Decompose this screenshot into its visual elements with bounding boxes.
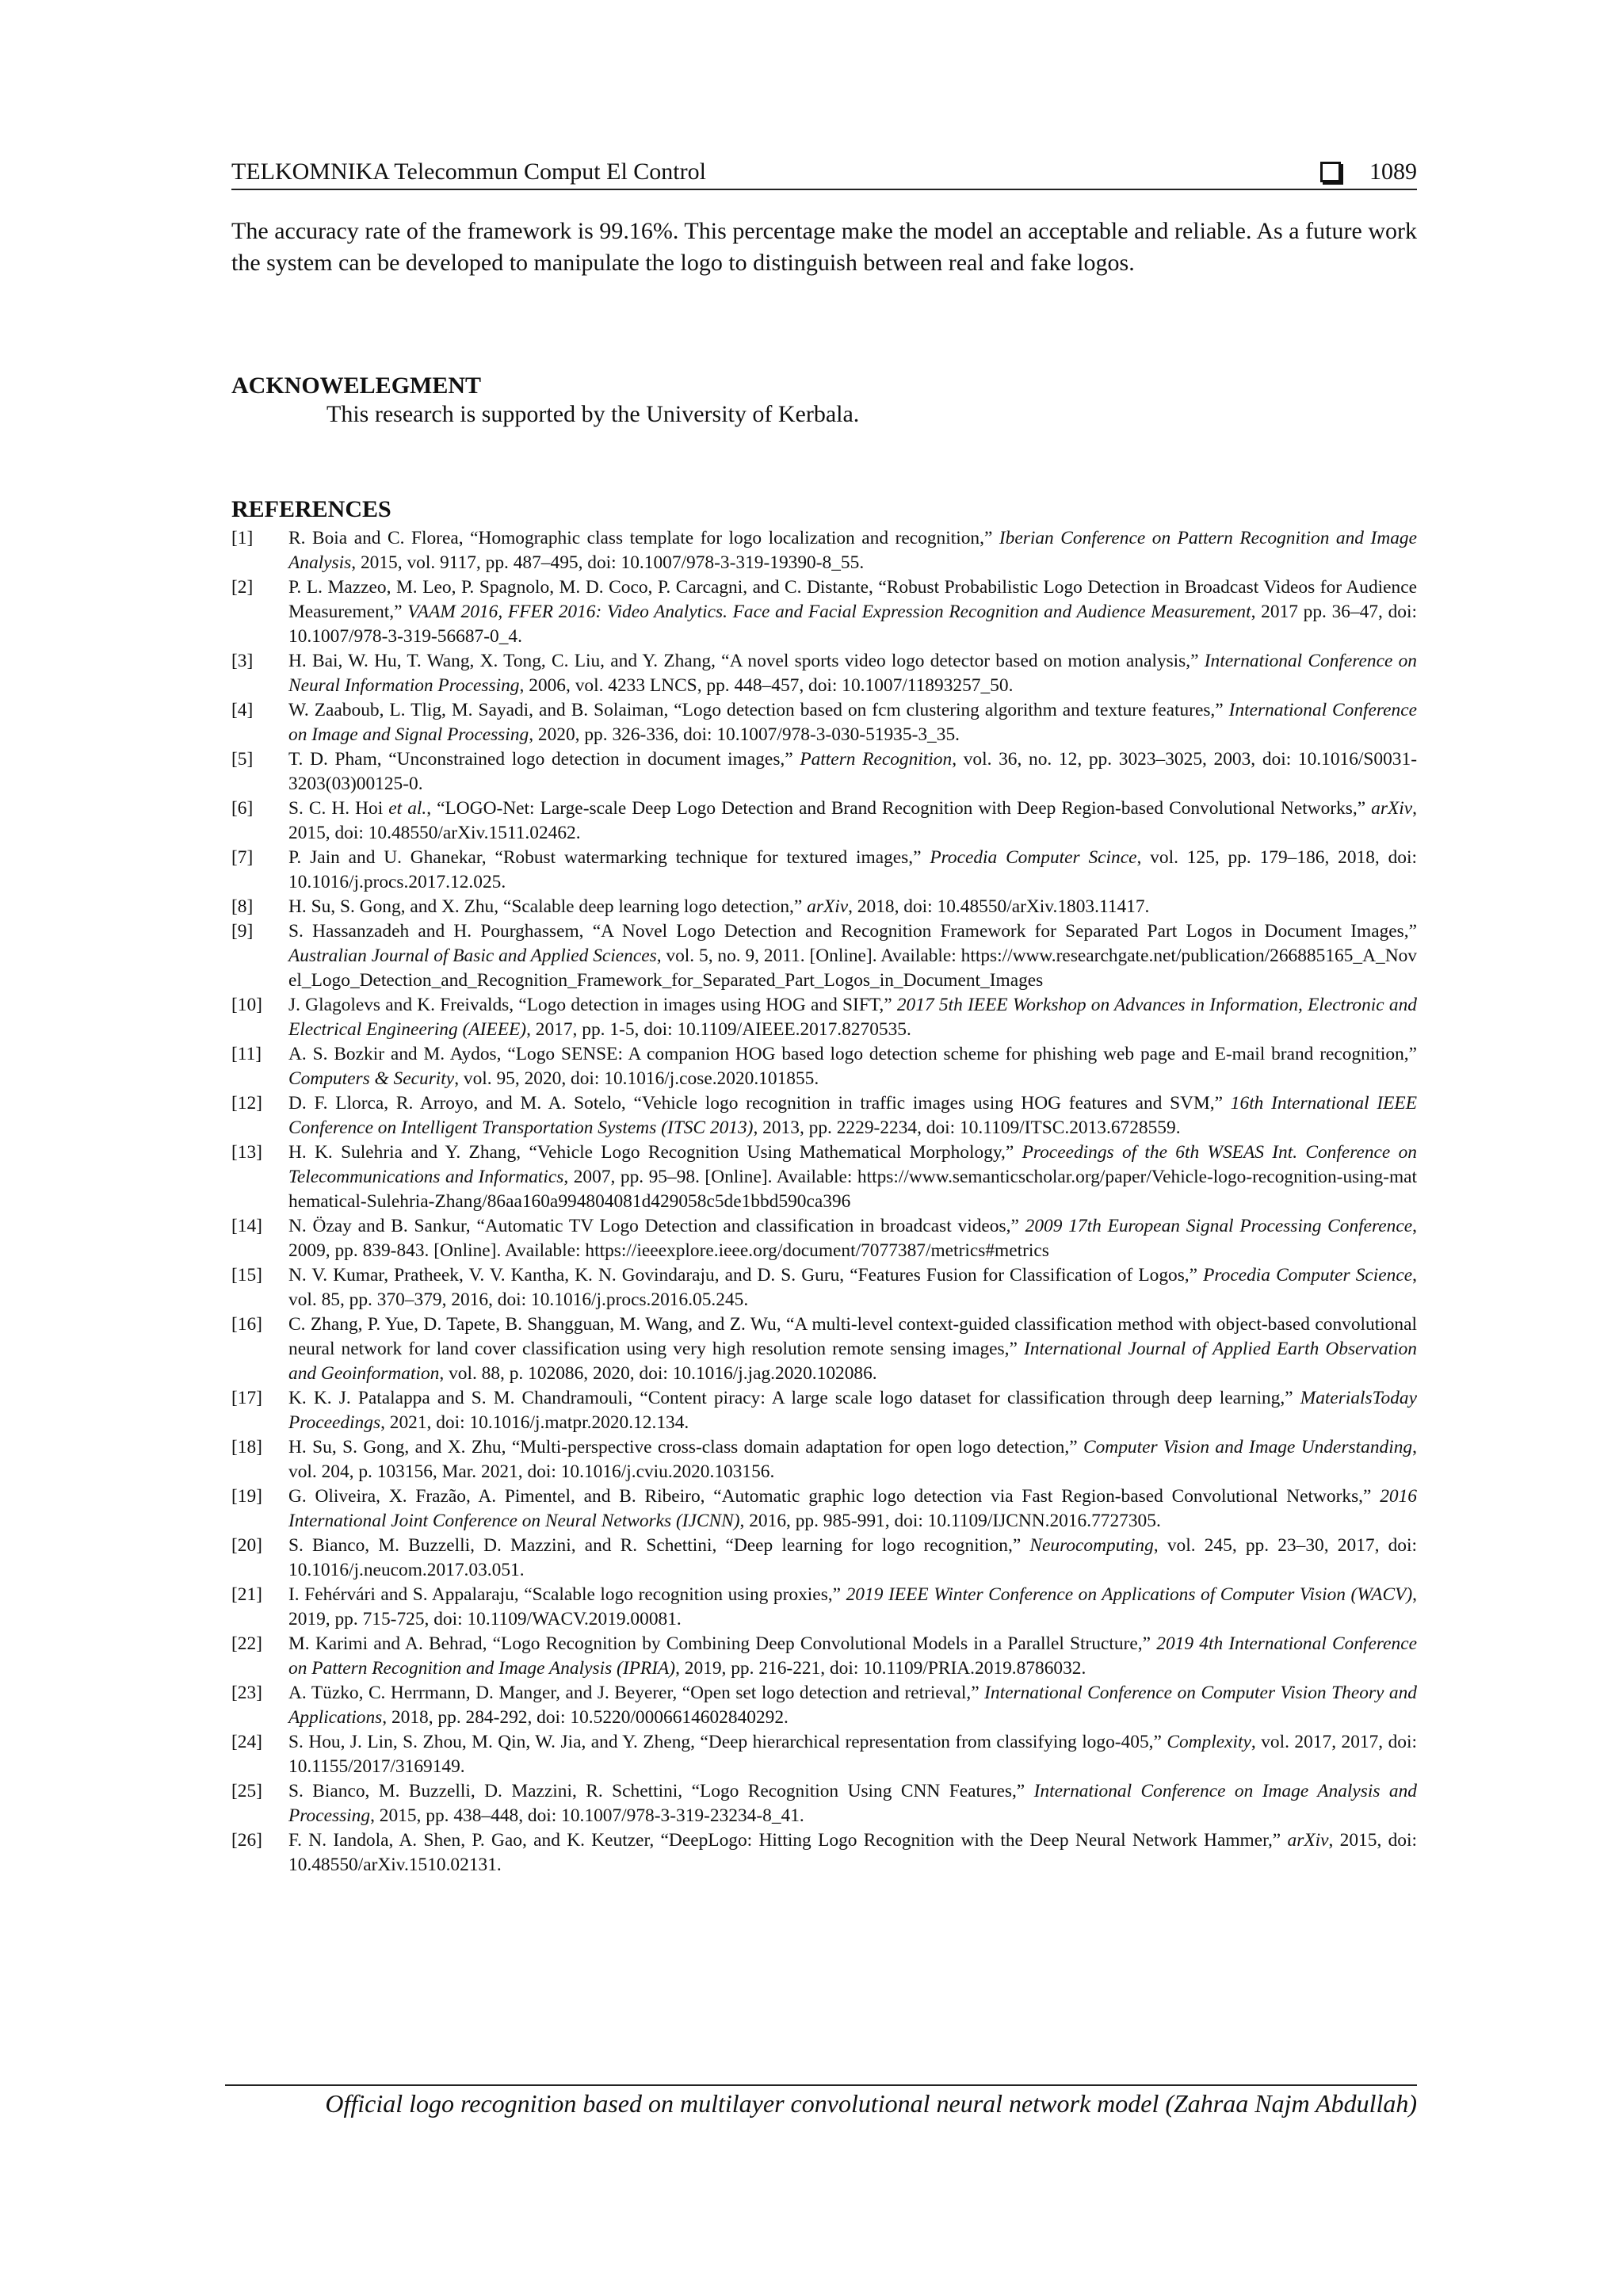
reference-item — [231, 846, 1417, 895]
reference-number: [16] — [231, 1314, 262, 1335]
reference-number: [2] — [231, 577, 254, 598]
reference-venue: Computers & Security — [288, 1068, 455, 1089]
reference-number: [25] — [231, 1781, 262, 1801]
reference-text: M. Karimi and A. Behrad, “Logo Recognition by Combining Deep Convolutional Models in a Parallel Structure,” — [288, 1633, 1157, 1654]
reference-number: [21] — [231, 1584, 262, 1605]
reference-text: , vol. 245, pp. 23–30, 2017, doi: 10.1016/j.neucom.2017.03.051. — [288, 1535, 1417, 1580]
footer-rule — [225, 2084, 1417, 2086]
reference-text: , vol. 2017, 2017, doi: 10.1155/2017/3169149. — [288, 1732, 1417, 1777]
reference-venue: 2017 5th IEEE Workshop on Advances in Information, Electronic and Electrical Engineering (AIEEE) — [288, 995, 1417, 1040]
acknowledgment-text: This research is supported by the University of Kerbala. — [327, 401, 860, 427]
reference-text: , 2013, pp. 2229-2234, doi: 10.1109/ITSC.2013.6728559. — [753, 1117, 1181, 1138]
reference-number: [5] — [231, 749, 254, 770]
reference-text: F. N. Iandola, A. Shen, P. Gao, and K. Keutzer, “DeepLogo: Hitting Logo Recognition with the Deep Neural Network Hammer,” — [288, 1830, 1288, 1851]
reference-url: https://www.researchgate.net/publication/266885165_A_Novel_Logo_Detection_and_Recognition_Framework_for_Separated_Part_Logos_in_Document_Images — [288, 946, 1417, 991]
reference-item — [231, 1779, 1417, 1828]
reference-text: , vol. 36, no. 12, pp. 3023–3025, 2003, doi: 10.1016/S0031-3203(03)00125-0. — [288, 749, 1417, 794]
reference-venue: Procedia Computer Science — [1203, 1265, 1413, 1286]
reference-venue: Australian Journal of Basic and Applied Sciences — [288, 946, 657, 966]
reference-text: S. Hassanzadeh and H. Pourghassem, “A Novel Logo Detection and Recognition Framework for Separated Part Logos in Document Images,” — [288, 921, 1417, 942]
reference-text: , vol. 204, p. 103156, Mar. 2021, doi: 10.1016/j.cviu.2020.103156. — [288, 1437, 1417, 1482]
reference-text: , vol. 88, p. 102086, 2020, doi: 10.1016/j.jag.2020.102086. — [439, 1363, 877, 1384]
reference-text: , 2019, pp. 216-221, doi: 10.1109/PRIA.2019.8786032. — [675, 1658, 1086, 1679]
reference-venue: International Journal of Applied Earth Observation and Geoinformation — [288, 1339, 1417, 1384]
reference-venue: 2019 4th International Conference on Pattern Recognition and Image Analysis (IPRIA) — [288, 1633, 1417, 1679]
reference-number: [8] — [231, 896, 254, 917]
reference-number: [1] — [231, 528, 254, 548]
reference-number: [15] — [231, 1265, 262, 1286]
reference-text: H. Bai, W. Hu, T. Wang, X. Tong, C. Liu, and Y. Zhang, “A novel sports video logo detector based on motion analysis,” — [288, 651, 1205, 671]
reference-text: , 2009, pp. 839-843. [Online]. Available: https://ieeexplore.ieee.org/document/7077387/metrics#metrics — [288, 1216, 1417, 1261]
reference-item — [231, 1534, 1417, 1583]
checkbox-square-icon — [1320, 162, 1341, 182]
reference-text: , 2017 pp. 36–47, doi: 10.1007/978-3-319-56687-0_4. — [288, 602, 1417, 647]
paper-page — [231, 0, 1417, 2296]
reference-number: [24] — [231, 1732, 262, 1752]
reference-venue: MaterialsToday Proceedings — [288, 1388, 1417, 1433]
reference-text: H. K. Sulehria and Y. Zhang, “Vehicle Logo Recognition Using Mathematical Morphology,” — [288, 1142, 1022, 1163]
reference-item — [231, 1091, 1417, 1140]
reference-text: , 2018, pp. 284-292, doi: 10.5220/0006614602840292. — [382, 1707, 789, 1728]
reference-venue: 2019 IEEE Winter Conference on Applications of Computer Vision (WACV) — [846, 1584, 1413, 1605]
reference-text: , 2006, vol. 4233 LNCS, pp. 448–457, doi: 10.1007/11893257_50. — [519, 675, 1014, 696]
reference-number: [19] — [231, 1486, 262, 1507]
reference-text: R. Boia and C. Florea, “Homographic class template for logo localization and recognition,” — [288, 528, 999, 548]
reference-text: K. K. J. Patalappa and S. M. Chandramouli, “Content piracy: A large scale logo dataset for classification through deep learning,” — [288, 1388, 1300, 1408]
reference-url: https://www.semanticscholar.org/paper/Vehicle-logo-recognition-using-mathematical-Sulehria-Zhang/86aa160a994804081d429058c5de1bbd590ca396 — [288, 1167, 1418, 1212]
reference-text: , 2015, vol. 9117, pp. 487–495, doi: 10.1007/978-3-319-19390-8_55. — [351, 552, 865, 573]
reference-item — [231, 575, 1417, 649]
reference-text: P. Jain and U. Ghanekar, “Robust watermarking technique for textured images,” — [288, 847, 930, 868]
reference-number: [11] — [231, 1044, 262, 1064]
reference-venue: Pattern Recognition — [800, 749, 953, 770]
conclusion-paragraph: The accuracy rate of the framework is 99.16%. This percentage make the model an acceptable and reliable. As a future work the system can be developed to manipulate the logo to distinguish between real and fake logos. — [231, 218, 1417, 276]
reference-text: G. Oliveira, X. Frazão, A. Pimentel, and B. Ribeiro, “Automatic graphic logo detection via Fast Region-based Convolutional Networks,” — [288, 1486, 1381, 1507]
reference-item — [231, 895, 1417, 919]
reference-item — [231, 1484, 1417, 1534]
reference-text: P. L. Mazzeo, M. Leo, P. Spagnolo, M. D. Coco, P. Carcagni, and C. Distante, “Robust Probabilistic Logo Detection in Broadcast Videos for Audience Measurement,” — [288, 577, 1417, 622]
reference-item — [231, 1263, 1417, 1312]
reference-item — [231, 919, 1417, 993]
reference-item — [231, 1386, 1417, 1435]
reference-number: [20] — [231, 1535, 262, 1556]
reference-number: [3] — [231, 651, 254, 671]
reference-text: N. V. Kumar, Pratheek, V. V. Kantha, K. N. Govindaraju, and D. S. Guru, “Features Fusion for Classification of Logos,” — [288, 1265, 1204, 1286]
reference-venue: 16th International IEEE Conference on Intelligent Transportation Systems (ITSC 2013) — [288, 1093, 1418, 1138]
reference-text: J. Glagolevs and K. Freivalds, “Logo detection in images using HOG and SIFT,” — [288, 995, 897, 1015]
reference-text: , 2017, pp. 1-5, doi: 10.1109/AIEEE.2017.8270535. — [526, 1019, 911, 1040]
reference-text: W. Zaaboub, L. Tlig, M. Sayadi, and B. Solaiman, “Logo detection based on fcm clustering algorithm and texture features,” — [288, 700, 1229, 720]
references-list — [231, 526, 1417, 1878]
reference-number: [22] — [231, 1633, 262, 1654]
reference-number: [7] — [231, 847, 254, 868]
reference-item — [231, 1730, 1417, 1779]
reference-item — [231, 1583, 1417, 1632]
reference-venue: 2009 17th European Signal Processing Conference — [1025, 1216, 1413, 1236]
acknowledgment-heading: ACKNOWELEGMENT — [231, 372, 482, 399]
reference-text: S. Bianco, M. Buzzelli, D. Mazzini, R. Schettini, “Logo Recognition Using CNN Features,” — [288, 1781, 1034, 1801]
reference-venue: Procedia Computer Scince — [930, 847, 1137, 868]
reference-text: , 2021, doi: 10.1016/j.matpr.2020.12.134. — [380, 1412, 689, 1433]
reference-venue: Neurocomputing — [1029, 1535, 1154, 1556]
reference-text: D. F. Llorca, R. Arroyo, and M. A. Sotelo, “Vehicle logo recognition in traffic images using HOG features and SVM,” — [288, 1093, 1231, 1114]
reference-number: [23] — [231, 1683, 262, 1703]
running-header — [231, 154, 1417, 190]
reference-text: S. C. H. Hoi — [288, 798, 389, 819]
reference-text: , 2020, pp. 326-336, doi: 10.1007/978-3-030-51935-3_35. — [529, 724, 960, 745]
reference-text: , 2015, doi: 10.48550/arXiv.1510.02131. — [288, 1830, 1417, 1875]
reference-item — [231, 1681, 1417, 1730]
reference-text: , vol. 95, 2020, doi: 10.1016/j.cose.2020.101855. — [454, 1068, 819, 1089]
reference-text: , 2016, pp. 985-991, doi: 10.1109/IJCNN.2016.7727305. — [739, 1511, 1161, 1531]
reference-text: , vol. 5, no. 9, 2011. [Online]. Available: — [656, 946, 961, 966]
reference-number: [26] — [231, 1830, 262, 1851]
reference-text: A. S. Bozkir and M. Aydos, “Logo SENSE: A companion HOG based logo detection scheme for phishing web page and E-mail brand recognition,” — [288, 1044, 1417, 1064]
reference-item — [231, 993, 1417, 1042]
reference-item — [231, 649, 1417, 698]
reference-venue: Proceedings of the 6th WSEAS Int. Conference on Telecommunications and Informatics — [288, 1142, 1418, 1187]
reference-item — [231, 1828, 1417, 1878]
reference-item — [231, 1214, 1417, 1263]
reference-venue: International Conference on Image and Signal Processing — [288, 700, 1417, 745]
reference-text: I. Fehérvári and S. Appalaraju, “Scalable logo recognition using proxies,” — [288, 1584, 846, 1605]
reference-number: [9] — [231, 921, 254, 942]
reference-number: [6] — [231, 798, 254, 819]
page-number: 1089 — [1369, 159, 1417, 185]
reference-text: S. Bianco, M. Buzzelli, D. Mazzini, and R. Schettini, “Deep learning for logo recognition,” — [288, 1535, 1030, 1556]
reference-venue: International Conference on Neural Information Processing — [288, 651, 1417, 696]
reference-venue: et al. — [388, 798, 427, 819]
reference-venue: International Conference on Computer Vision Theory and Applications — [288, 1683, 1417, 1728]
reference-text: , 2007, pp. 95–98. [Online]. Available: — [563, 1167, 857, 1187]
references-heading: REFERENCES — [231, 496, 391, 522]
reference-item — [231, 1140, 1417, 1214]
reference-item — [231, 747, 1417, 797]
reference-number: [10] — [231, 995, 262, 1015]
reference-text: N. Özay and B. Sankur, “Automatic TV Logo Detection and classification in broadcast videos,” — [288, 1216, 1025, 1236]
reference-text: T. D. Pham, “Unconstrained logo detection in document images,” — [288, 749, 800, 770]
reference-venue: 2016 International Joint Conference on Neural Networks (IJCNN) — [288, 1486, 1417, 1531]
reference-item — [231, 1312, 1417, 1386]
reference-text: C. Zhang, P. Yue, D. Tapete, B. Shangguan, M. Wang, and Z. Wu, “A multi-level context-guided classification method with object-based convolutional neural network for land cover classification using very high resolution remote sensing images,” — [288, 1314, 1417, 1359]
footer-title: Official logo recognition based on multilayer convolutional neural network model (Zahraa Najm Abdullah) — [325, 2089, 1417, 2118]
reference-item — [231, 698, 1417, 747]
reference-text: , 2015, doi: 10.48550/arXiv.1511.02462. — [288, 798, 1417, 843]
reference-number: [13] — [231, 1142, 262, 1163]
reference-text: H. Su, S. Gong, and X. Zhu, “Scalable deep learning logo detection,” — [288, 896, 808, 917]
reference-text: , 2018, doi: 10.48550/arXiv.1803.11417. — [848, 896, 1150, 917]
reference-venue: Iberian Conference on Pattern Recognition and Image Analysis — [288, 528, 1417, 573]
reference-number: [18] — [231, 1437, 262, 1457]
reference-item — [231, 1632, 1417, 1681]
reference-venue: VAAM 2016, FFER 2016: Video Analytics. Face and Facial Expression Recognition and Audience Measurement — [407, 602, 1251, 622]
reference-venue: Computer Vision and Image Understanding — [1083, 1437, 1413, 1457]
reference-number: [17] — [231, 1388, 262, 1408]
reference-text: A. Tüzko, C. Herrmann, D. Manger, and J. Beyerer, “Open set logo detection and retrieval,” — [288, 1683, 985, 1703]
reference-venue: arXiv — [1287, 1830, 1329, 1851]
reference-venue: arXiv — [1371, 798, 1413, 819]
reference-venue: International Conference on Image Analysis and Processing — [288, 1781, 1418, 1826]
reference-item — [231, 797, 1417, 846]
reference-item — [231, 1435, 1417, 1484]
page-number-block — [1320, 159, 1417, 185]
reference-number: [12] — [231, 1093, 262, 1114]
reference-text: , 2019, pp. 715-725, doi: 10.1109/WACV.2019.00081. — [288, 1584, 1418, 1629]
reference-text: , vol. 85, pp. 370–379, 2016, doi: 10.1016/j.procs.2016.05.245. — [288, 1265, 1417, 1310]
reference-number: [4] — [231, 700, 254, 720]
reference-text: , vol. 125, pp. 179–186, 2018, doi: 10.1016/j.procs.2017.12.025. — [288, 847, 1418, 892]
reference-venue: arXiv — [807, 896, 849, 917]
reference-text: H. Su, S. Gong, and X. Zhu, “Multi-perspective cross-class domain adaptation for open logo detection,” — [288, 1437, 1083, 1457]
reference-number: [14] — [231, 1216, 262, 1236]
reference-item — [231, 526, 1417, 575]
reference-venue: Complexity — [1167, 1732, 1251, 1752]
reference-text: , 2015, pp. 438–448, doi: 10.1007/978-3-319-23234-8_41. — [370, 1805, 804, 1826]
reference-item — [231, 1042, 1417, 1091]
reference-text: , “LOGO-Net: Large-scale Deep Logo Detection and Brand Recognition with Deep Region-based Convolutional Networks,” — [426, 798, 1372, 819]
reference-text: S. Hou, J. Lin, S. Zhou, M. Qin, W. Jia, and Y. Zheng, “Deep hierarchical representation from classifying logo-405,” — [288, 1732, 1167, 1752]
journal-title: TELKOMNIKA Telecommun Comput El Control — [231, 159, 706, 185]
